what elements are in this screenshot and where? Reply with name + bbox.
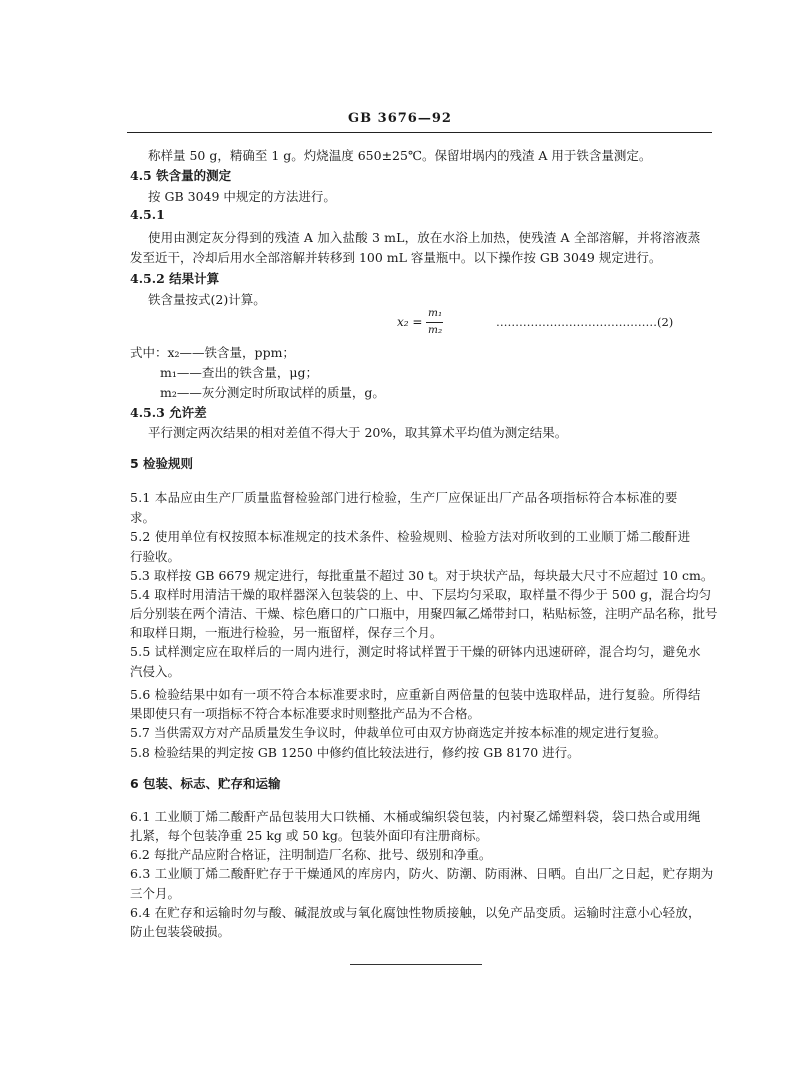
section-4-5-1-heading: 4.5.1 bbox=[130, 207, 165, 222]
formula-number: ……………………………………(2) bbox=[496, 315, 674, 329]
header-rule bbox=[127, 132, 712, 133]
text-line: 使用由测定灰分得到的残渣 A 加入盐酸 3 mL，放在水浴上加热，使残渣 A 全部溶解，并将溶液蒸 bbox=[148, 230, 701, 245]
clause-6-1: 6.1 工业顺丁烯二酸酐产品包装用大口铁桶、木桶或编织袋包装，内衬聚乙烯塑料袋，袋口热合或用绳 bbox=[130, 809, 701, 824]
clause-5-3: 5.3 取样按 GB 6679 规定进行，每批重量不超过 30 t。对于块状产品，每块最大尺寸不应超过 10 cm。 bbox=[130, 568, 714, 583]
text-line: 按 GB 3049 中规定的方法进行。 bbox=[148, 189, 336, 204]
formula-numerator: m₁ bbox=[428, 307, 443, 319]
chapter-5-heading: 5 检验规则 bbox=[130, 456, 194, 471]
section-4-5-2-heading: 4.5.2 结果计算 bbox=[130, 271, 220, 286]
clause-6-3-cont: 三个月。 bbox=[130, 886, 181, 901]
where-clause: 式中：x₂——铁含量，ppm； bbox=[130, 345, 295, 360]
clause-6-4: 6.4 在贮存和运输时勿与酸、碱混放或与氧化腐蚀性物质接触，以免产品变质。运输时注意小心轻放， bbox=[130, 905, 701, 920]
formula-fraction-bar bbox=[426, 322, 443, 323]
chapter-6-heading: 6 包装、标志、贮存和运输 bbox=[130, 776, 281, 791]
page-header-code: GB 3676—92 bbox=[348, 111, 452, 126]
text-line: 称样量 50 g，精确至 1 g。灼烧温度 650±25℃。保留坩埚内的残渣 A 用于铁含量测定。 bbox=[148, 148, 652, 163]
where-clause: m₁——查出的铁含量，μg； bbox=[160, 365, 318, 380]
clause-6-4-cont: 防止包装袋破损。 bbox=[130, 924, 231, 939]
clause-5-1-cont: 求。 bbox=[130, 510, 156, 525]
clause-5-4-cont: 后分别装在两个清洁、干燥、棕色磨口的广口瓶中，用聚四氟乙烯带封口，粘贴标签，注明产品名称，批号 bbox=[130, 606, 718, 621]
formula-lhs: x₂ = bbox=[397, 315, 423, 329]
clause-5-2-cont: 行验收。 bbox=[130, 549, 181, 564]
clause-5-1: 5.1 本品应由生产厂质量监督检验部门进行检验，生产厂应保证出厂产品各项指标符合本标准的要 bbox=[130, 490, 678, 505]
clause-5-5: 5.5 试样测定应在取样后的一周内进行，测定时将试样置于干燥的研钵内迅速研碎，混合均匀，避免水 bbox=[130, 644, 701, 659]
clause-5-7: 5.7 当供需双方对产品质量发生争议时，仲裁单位可由双方协商选定并按本标准的规定进行复验。 bbox=[130, 725, 667, 740]
formula-denominator: m₂ bbox=[428, 324, 443, 336]
clause-6-1-cont: 扎紧，每个包装净重 25 kg 或 50 kg。包装外面印有注册商标。 bbox=[130, 828, 488, 843]
where-clause: m₂——灰分测定时所取试样的质量，g。 bbox=[160, 385, 385, 400]
section-4-5-3-heading: 4.5.3 允许差 bbox=[130, 405, 207, 420]
clause-6-2: 6.2 每批产品应附合格证，注明制造厂名称、批号、级别和净重。 bbox=[130, 847, 492, 862]
clause-5-4-cont: 和取样日期，一瓶进行检验，另一瓶留样，保存三个月。 bbox=[130, 625, 443, 640]
clause-5-8: 5.8 检验结果的判定按 GB 1250 中修约值比较法进行，修约按 GB 8170 进行。 bbox=[130, 745, 580, 760]
section-4-5-heading: 4.5 铁含量的测定 bbox=[130, 168, 232, 183]
text-line: 发至近干，冷却后用水全部溶解并转移到 100 mL 容量瓶中。以下操作按 GB 3049 规定进行。 bbox=[130, 250, 662, 265]
clause-5-6-cont: 果即使只有一项指标不符合本标准要求时则整批产品为不合格。 bbox=[130, 706, 481, 721]
text-line: 铁含量按式(2)计算。 bbox=[148, 292, 266, 307]
text-line: 平行测定两次结果的相对差值不得大于 20%，取其算术平均值为测定结果。 bbox=[148, 425, 568, 440]
clause-6-3: 6.3 工业顺丁烯二酸酐贮存于干燥通风的库房内，防火、防潮、防雨淋、日晒。自出厂之日起，贮存期为 bbox=[130, 866, 714, 881]
end-rule bbox=[350, 964, 482, 965]
clause-5-4: 5.4 取样时用清洁干燥的取样器深入包装袋的上、中、下层均匀采取，取样量不得少于 500 g，混合均匀 bbox=[130, 587, 712, 602]
clause-5-5-cont: 汽侵入。 bbox=[130, 664, 181, 679]
clause-5-6: 5.6 检验结果中如有一项不符合本标准要求时，应重新自两倍量的包装中选取样品，进行复验。所得结 bbox=[130, 687, 701, 702]
clause-5-2: 5.2 使用单位有权按照本标准规定的技术条件、检验规则、检验方法对所收到的工业顺丁烯二酸酐进 bbox=[130, 529, 691, 544]
